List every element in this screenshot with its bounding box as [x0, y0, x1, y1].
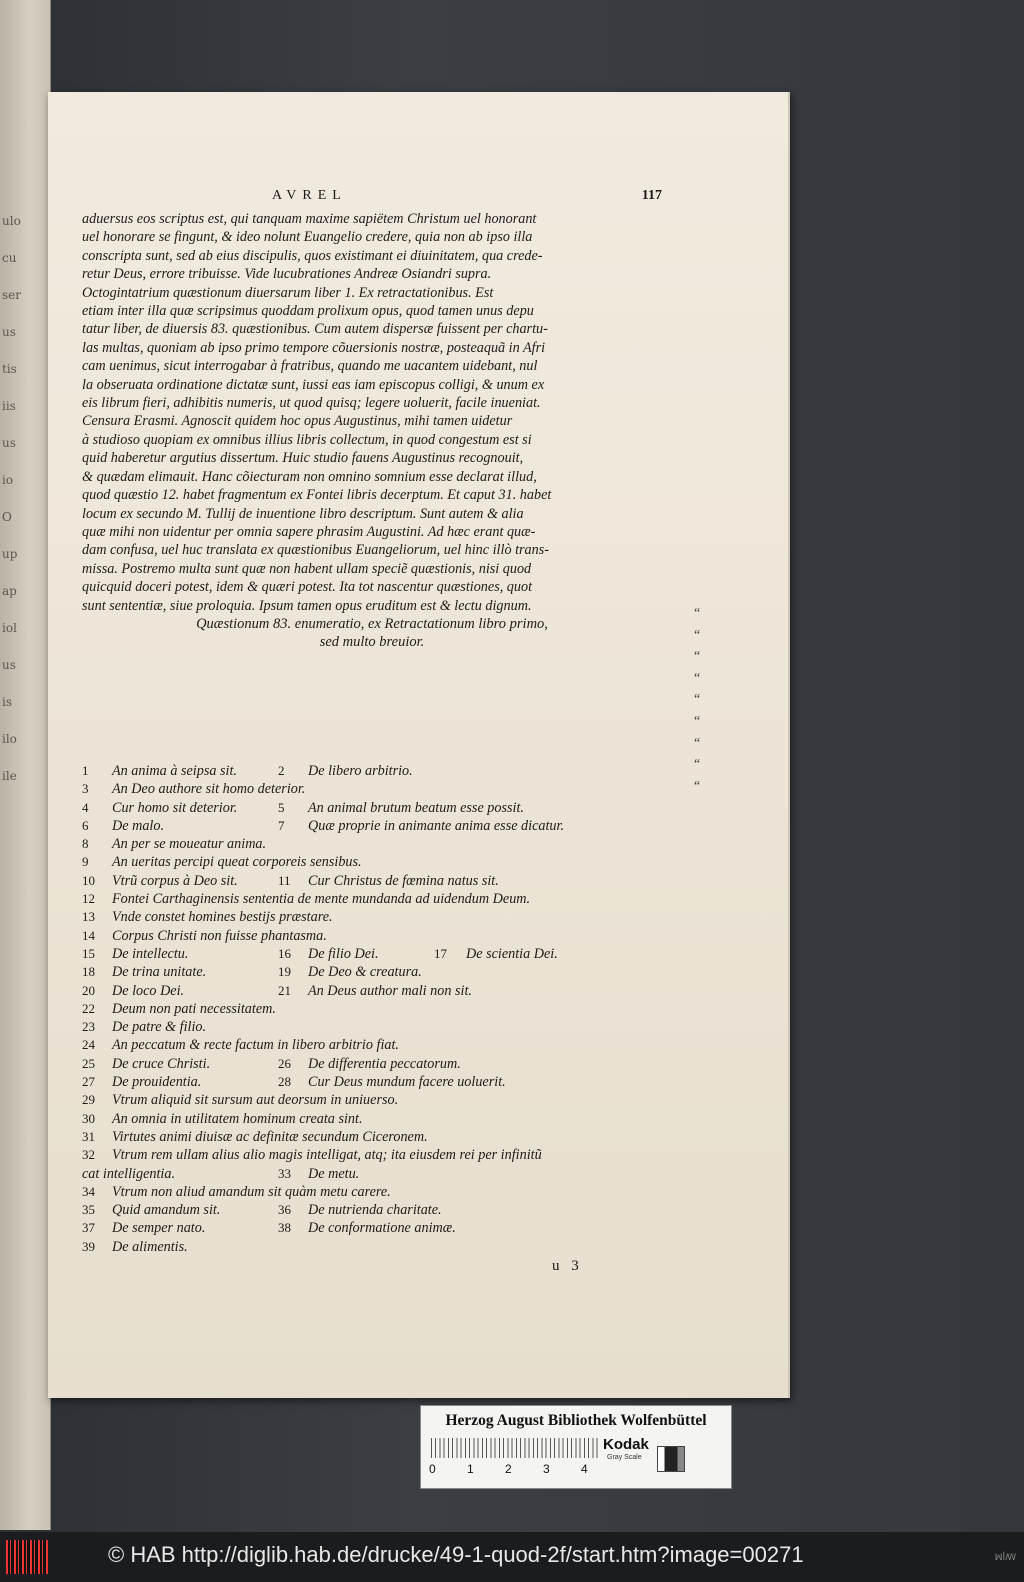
question-title: Quæ proprie in animante anima esse dicatur. [308, 817, 565, 834]
question-number: 39 [82, 1238, 95, 1254]
text-line: sunt sententiæ, siue proloquia. Ipsum tamen opus eruditum est & lectu dignum. [82, 597, 532, 614]
question-title: De conformatione animæ. [308, 1220, 456, 1237]
question-number: 10 [82, 872, 95, 888]
question-number: 38 [278, 1220, 291, 1236]
question-title: Cur Christus de fœmina natus sit. [308, 872, 499, 889]
question-row [82, 799, 662, 817]
question-number: 1 [82, 763, 89, 778]
question-number: 25 [82, 1055, 95, 1071]
quote-mark: “ [694, 692, 701, 708]
question-row [82, 1036, 662, 1054]
question-title: De cruce Christi. [112, 1055, 211, 1072]
question-row [82, 1055, 662, 1073]
question-number: 2 [278, 763, 285, 778]
signature-mark: u 3 [552, 1258, 583, 1274]
question-row [82, 1183, 662, 1201]
question-row [82, 945, 662, 963]
question-title: Vnde constet homines bestijs præstare. [112, 909, 333, 926]
question-number: 21 [278, 982, 291, 998]
previous-page-fragment: ilo [2, 732, 17, 746]
question-number: 33 [278, 1165, 291, 1181]
question-row [82, 762, 662, 780]
text-line: quid haberetur argutius dissertum. Huic studio fauens Augustinus recognouit, [82, 450, 524, 467]
previous-page-fragment: iis [2, 399, 16, 413]
corner-marks: ꟽꟾꟿ [994, 1552, 1016, 1562]
text-line: uel honorare se fingunt, & ideo nolunt Euangelio credere, quia non ab ipso illa [82, 229, 533, 246]
question-number: 9 [82, 854, 89, 870]
question-number: 17 [434, 945, 447, 961]
library-name: Herzog August Bibliothek Wolfenbüttel [445, 1412, 707, 1429]
previous-page-edge [0, 0, 51, 1530]
question-title: Vtrum non aliud amandum sit quàm metu carere. [112, 1183, 391, 1200]
question-row [82, 963, 662, 981]
text-line: quæ mihi non uidentur per omnia sapere phrasim Augustini. Ad hæc erant quæ- [82, 523, 536, 540]
question-title: De filio Dei. [308, 945, 379, 962]
text-line: à studioso quopiam ex omnibus illius libris collectum, in quod congestum est si [82, 431, 532, 448]
previous-page-fragment: us [2, 658, 16, 672]
question-number: 5 [278, 799, 285, 815]
quote-mark: “ [694, 606, 701, 621]
text-line: Censura Erasmi. Agnoscit quidem hoc opus Augustinus, mihi tamen uidetur [82, 413, 513, 430]
question-number: 13 [82, 909, 95, 925]
barcode-icon [6, 1540, 48, 1574]
question-row [82, 890, 662, 908]
question-title: Quid amandum sit. [112, 1202, 221, 1219]
previous-page-fragment: tis [2, 362, 17, 376]
question-title: An Deus author mali non sit. [308, 982, 472, 999]
quote-mark: “ [694, 735, 701, 751]
question-number: 27 [82, 1074, 95, 1090]
question-title: De patre & filio. [112, 1019, 207, 1036]
question-title: An ueritas percipi queat corporeis sensibus. [112, 854, 362, 871]
question-number: 7 [278, 817, 285, 833]
previous-page-fragment: cu [2, 251, 17, 265]
question-list [82, 762, 662, 1256]
question-title: De alimentis. [112, 1238, 188, 1255]
question-row [82, 1128, 662, 1146]
footer-bar [0, 1532, 1024, 1582]
text-line: cam uenimus, sicut interrogabar à fratribus, quando me uacantem uidebant, nul [82, 358, 538, 375]
main-text [82, 210, 662, 652]
quote-mark: “ [694, 757, 701, 773]
previous-page-fragment: up [2, 547, 18, 561]
text-line: missa. Postremo multa sunt quæ non habent ullam speciẽ quæstionis, nisi quod [82, 560, 532, 577]
question-number: 36 [278, 1202, 291, 1218]
text-line: la obseruata ordinatione dictatæ sunt, iussi eas iam episcopus colligi, & unum ex [82, 376, 545, 393]
question-number: 22 [82, 1000, 95, 1016]
text-line: quod quæstio 12. habet fragmentum ex Fontei libris decerptum. Et caput 31. habet [82, 487, 552, 504]
question-number: 19 [278, 964, 291, 980]
question-title: De trina unitate. [112, 964, 207, 981]
question-title: De nutrienda charitate. [308, 1202, 442, 1219]
question-number: 28 [278, 1074, 291, 1090]
ruler-number: 4 [581, 1462, 588, 1476]
question-row [82, 835, 662, 853]
question-row [82, 780, 662, 798]
question-number: 34 [82, 1183, 95, 1199]
text-line: locum ex secundo M. Tullij de inuentione libro descriptum. Sunt autem & alia [82, 505, 524, 522]
question-number: 12 [82, 891, 95, 907]
question-number: 24 [82, 1037, 95, 1053]
text-line: & quædam elimauit. Hanc cõiecturam non omnino somnium esse declarat illud, [82, 468, 537, 485]
book-page [48, 92, 790, 1398]
color-calibration-bar [420, 1405, 732, 1489]
question-title: An anima à seipsa sit. [112, 763, 237, 779]
margin-quote-marks [694, 606, 710, 800]
kodak-logo: Kodak [603, 1436, 649, 1453]
previous-page-fragment: ulo [2, 214, 21, 228]
previous-page-fragment: is [2, 695, 12, 709]
quote-mark: “ [694, 778, 701, 794]
question-title: Deum non pati necessitatem. [112, 1000, 276, 1017]
question-title: Corpus Christi non fuisse phantasma. [112, 927, 327, 944]
question-row [82, 1165, 662, 1183]
question-title: Virtutes animi diuisæ ac definitæ secundum Ciceronem. [112, 1128, 428, 1145]
quote-mark: “ [694, 649, 701, 665]
text-line: dam confusa, uel huc translata ex quæstionibus Euangeliorum, uel hinc illò trans- [82, 542, 549, 559]
question-row [82, 1146, 662, 1164]
text-line: aduersus eos scriptus est, qui tanquam maxime sapiëtem Christum uel honorant [82, 211, 537, 227]
question-title: Vtrum rem ullam alius alio magis intelligat, atq; ita eiusdem rei per infinitũ [112, 1147, 542, 1164]
question-row [82, 853, 662, 871]
list-heading: sed multo breuior. [319, 634, 425, 651]
source-url[interactable]: © HAB http://diglib.hab.de/drucke/49-1-quod-2f/start.htm?image=00271 [108, 1542, 804, 1567]
question-row [82, 1110, 662, 1128]
question-title: De metu. [308, 1165, 360, 1182]
text-line: tatur liber, de diuersis 83. quæstionibus. Cum autem dispersæ fuissent per chartu- [82, 321, 548, 338]
question-title: De semper nato. [112, 1220, 206, 1237]
question-row [82, 1219, 662, 1237]
question-number: 4 [82, 799, 89, 815]
question-title: De malo. [112, 817, 165, 834]
quote-mark: “ [694, 670, 701, 686]
question-title: De differentia peccatorum. [308, 1055, 461, 1072]
question-row [82, 872, 662, 890]
ruler-number: 0 [429, 1462, 436, 1476]
gray-scale-label: Gray Scale [607, 1454, 642, 1461]
question-title: Cur homo sit deterior. [112, 799, 238, 816]
question-title: An peccatum & recte factum in libero arbitrio fiat. [112, 1037, 399, 1054]
question-number: 11 [278, 872, 291, 888]
question-number: 20 [82, 982, 95, 998]
question-number: 29 [82, 1092, 95, 1108]
question-title: An animal brutum beatum esse possit. [308, 799, 524, 816]
question-number: 30 [82, 1110, 95, 1126]
question-row [82, 982, 662, 1000]
running-title: AVREL [272, 188, 347, 203]
question-title: De loco Dei. [112, 982, 185, 999]
question-title: An omnia in utilitatem hominum creata sint. [112, 1110, 363, 1127]
list-heading: Quæstionum 83. enumeratio, ex Retractationum libro primo, [196, 615, 548, 632]
text-line: Octogintatrium quæstionum diuersarum liber 1. Ex retractationibus. Est [82, 284, 494, 301]
question-row [82, 908, 662, 926]
previous-page-fragment: ile [2, 769, 17, 783]
question-number: 15 [82, 945, 95, 961]
previous-page-fragment: ap [2, 584, 17, 598]
question-number: 3 [82, 781, 89, 797]
ruler-number: 3 [543, 1462, 550, 1476]
question-number: 18 [82, 964, 95, 980]
previous-page-fragment: O [2, 510, 12, 524]
question-number: 23 [82, 1019, 95, 1035]
question-title: De prouidentia. [112, 1074, 202, 1091]
question-number: 14 [82, 927, 95, 943]
question-number: 16 [278, 945, 291, 961]
question-row [82, 927, 662, 945]
question-title: Vtrum aliquid sit sursum aut deorsum in uniuerso. [112, 1092, 399, 1109]
ruler-number: 2 [505, 1462, 512, 1476]
question-row [82, 1201, 662, 1219]
text-line: las multas, quoniam ab ipso primo tempore cõuersionis nostræ, posteaquã in Afri [82, 339, 546, 356]
quote-mark: “ [694, 627, 701, 643]
question-title: An Deo authore sit homo deterior. [112, 781, 306, 798]
question-number: 26 [278, 1055, 291, 1071]
question-number: 8 [82, 836, 89, 852]
folio-number: 117 [641, 188, 662, 203]
question-row [82, 1018, 662, 1036]
question-title: Cur Deus mundum facere uoluerit. [308, 1074, 506, 1091]
question-title: Vtrũ corpus à Deo sit. [112, 872, 238, 889]
question-row [82, 1073, 662, 1091]
question-title: De Deo & creatura. [308, 964, 422, 981]
question-title: De intellectu. [112, 945, 189, 962]
question-title: De libero arbitrio. [308, 763, 413, 779]
previous-page-fragment: iol [2, 621, 17, 635]
quote-mark: “ [694, 713, 701, 729]
question-row [82, 817, 662, 835]
question-number: 37 [82, 1220, 95, 1236]
text-line: conscripta sunt, sed ab eius discipulis, quos existimant ei diuinitatem, qua crede- [82, 247, 543, 264]
previous-page-fragment: us [2, 325, 16, 339]
question-row [82, 1091, 662, 1109]
ruler-number: 1 [467, 1462, 474, 1476]
question-number: 32 [82, 1147, 95, 1163]
measurement-ruler [431, 1438, 601, 1458]
question-row [82, 1000, 662, 1018]
text-line: eis librum fieri, adhibitis numeris, ut quod quisq; legere uoluerit, facile inueniat. [82, 395, 541, 412]
question-number: 6 [82, 817, 89, 833]
previous-page-fragment: us [2, 436, 16, 450]
gray-patch-icon [657, 1446, 685, 1472]
question-title: An per se moueatur anima. [112, 836, 267, 853]
question-number: 35 [82, 1202, 95, 1218]
text-line: etiam inter illa quæ scripsimus quoddam prolixum opus, quod tamen unus depu [82, 303, 534, 320]
question-title: De scientia Dei. [466, 945, 558, 962]
text-line: quicquid doceri potest, idem & quæri potest. Ita tot nascentur quæstiones, quot [82, 579, 533, 596]
question-title: cat intelligentia. [82, 1165, 175, 1182]
previous-page-fragment: ser [2, 288, 21, 302]
running-head [82, 188, 662, 206]
question-row [82, 1238, 662, 1256]
question-number: 31 [82, 1128, 95, 1144]
text-line: retur Deus, errore tribuisse. Vide lucubrationes Andreæ Osiandri supra. [82, 266, 492, 283]
question-title: Fontei Carthaginensis sententia de mente mundanda ad uidendum Deum. [112, 891, 531, 908]
previous-page-fragment: io [2, 473, 14, 487]
